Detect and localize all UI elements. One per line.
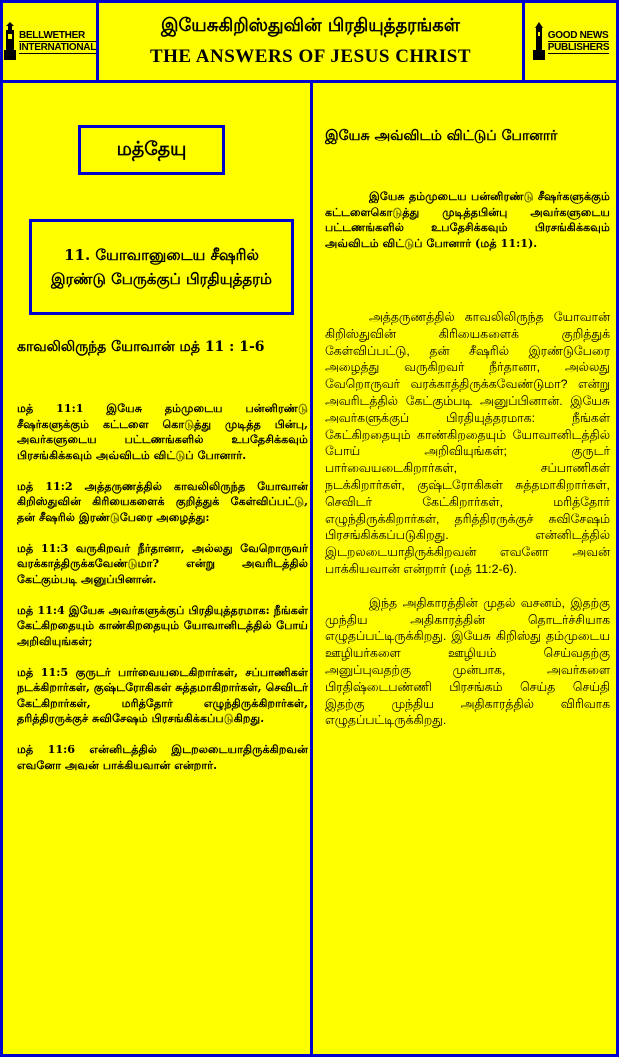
commentary-lead: இயேசு தம்முடைய பன்னிரண்டு சீஷர்களுக்கும் கட்டளைகொடுத்து முடித்தபின்பு அவர்களுடைய பட்டணங்களில் உபதேசிக்கவும் பிரசங்கிக்கவும் அவ்விடம் விட்டுப் போனார் (மத் 11:1). <box>325 189 610 250</box>
bellwether-logo <box>3 3 99 80</box>
verse: மத் 11:4 இயேசு அவர்களுக்குப் பிரதியுத்தரமாக: நீங்கள் கேட்கிறதையும் காண்கிறதையும் யோவானிடத்தில் போய் அறிவியுங்கள்; <box>17 602 308 648</box>
right-column <box>325 83 610 1053</box>
header <box>3 3 616 80</box>
right-logo-line2: PUBLISHERS <box>547 41 610 53</box>
verse: மத் 11:2 அத்தருணத்தில் காவலிலிருந்த யோவான் கிறிஸ்துவின் கிரியைகளைக் குறித்துக் கேள்விப்பட்டு, தன் சீஷரில் இரண்டுபேரை அழைத்து: <box>17 478 308 524</box>
left-column <box>17 83 308 1053</box>
column-divider <box>310 83 313 1057</box>
bell-tower-icon <box>3 22 17 62</box>
verse: மத் 11:1 இயேசு தம்முடைய பன்னிரண்டு சீஷர்களுக்கும் கட்டளை கொடுத்து முடித்த பின்பு, அவர்களுடைய பட்டணங்களில் உபதேசிக்கவும் பிரசங்கிக்கவும் அவ்விடம் விட்டுப் போனார். <box>17 401 308 462</box>
commentary-paragraph: அத்தருணத்தில் காவலிலிருந்த யோவான் கிறிஸ்துவின் கிரியைகளைக் குறித்துக் கேள்விப்பட்டு, தன் சீஷரில் இரண்டுபேரை அழைத்து வருகிறவர் நீர்தானா, அல்லது வேறொருவர் வரக்காத்திருக்கவேண்டுமா? என்று அவரிடத்தில் கேட்கும்படி அனுப்பினான். இயேசு அவர்களுக்குப் பிரதியுத்தரமாக: நீங்கள் கேட்கிறதையும் காண்கிறதையும் யோவானிடத்தில் போய் அறிவியுங்கள்; குருடர் பார்வையடைகிறார்கள், சப்பாணிகள் நடக்கிறார்கள், குஷ்டரோகிகள் சுத்தமாகிறார்கள், செவிடர் கேட்கிறார்கள், மரித்தோர் எழுந்திருக்கிறார்கள், தரித்திரருக்குச் சுவிசேஷம் பிரசங்கிக்கப்படுகிறது. என்னிடத்தில் இடறலடையாதிருக்கிறவன் எவனோ அவன் பாக்கியவான் என்றார் (மத் 11:2-6). <box>325 310 610 576</box>
book-title: மத்தேயு <box>78 125 225 175</box>
title-english: THE ANSWERS OF JESUS CHRIST <box>149 46 472 67</box>
verse: மத் 11:5 குருடர் பார்வையடைகிறார்கள், சப்பாணிகள் நடக்கிறார்கள், குஷ்டரோகிகள் சுத்தமாகிறார்கள், செவிடர் கேட்கிறார்கள், மரித்தோர் எழுந்திருக்கிறார்கள், தரித்திரருக்குச் சுவிசேஷம் பிரசங்கிக்கப்படுகிறது. <box>17 664 308 725</box>
chapter-title: 11. யோவானுடைய சீஷரில் இரண்டு பேருக்குப் பிரதியுத்தரம் <box>29 219 294 315</box>
title-area <box>99 3 522 80</box>
verse: மத் 11:3 வருகிறவர் நீர்தானா, அல்லது வேறொருவர் வரக்காத்திருக்கவேண்டுமா? என்று அவரிடத்தில் கேட்கும்படி அனுப்பினான். <box>17 540 308 586</box>
commentary-body <box>325 309 610 746</box>
commentary-title: இயேசு அவ்விடம் விட்டுப் போனார் <box>325 128 558 144</box>
tower-icon <box>532 22 546 62</box>
left-logo-line1: BELLWETHER <box>19 30 96 42</box>
title-tamil: இயேசுகிறிஸ்துவின் பிரதியுத்தரங்கள் <box>160 15 460 36</box>
verse-list <box>17 401 308 789</box>
section-title: காவலிலிருந்த யோவான் மத் 11 : 1-6 <box>17 339 265 355</box>
verse: மத் 11:6 என்னிடத்தில் இடறலடையாதிருக்கிறவன் எவனோ அவன் பாக்கியவான் என்றார். <box>17 742 308 772</box>
right-logo-line1: GOOD NEWS <box>547 29 609 41</box>
left-logo-line2: INTERNATIONAL <box>18 41 97 53</box>
good-news-logo <box>522 3 616 80</box>
commentary-paragraph: இந்த அதிகாரத்தின் முதல் வசனம், இதற்கு முந்திய அதிகாரத்தின் தொடர்ச்சியாக எழுதப்பட்டிருக்கிறது. இயேசு கிறிஸ்து தம்முடைய ஊழியர்களை ஊழியம் செய்வதற்கு அனுப்புவதற்கு முன்பாக, அவர்களை பிரதிஷ்டைபண்ணி பிரசங்கம் செய்த செய்தி இதற்கு முந்திய அதிகாரத்தில் விரிவாக எழுதப்பட்டிருக்கிறது. <box>325 595 610 728</box>
